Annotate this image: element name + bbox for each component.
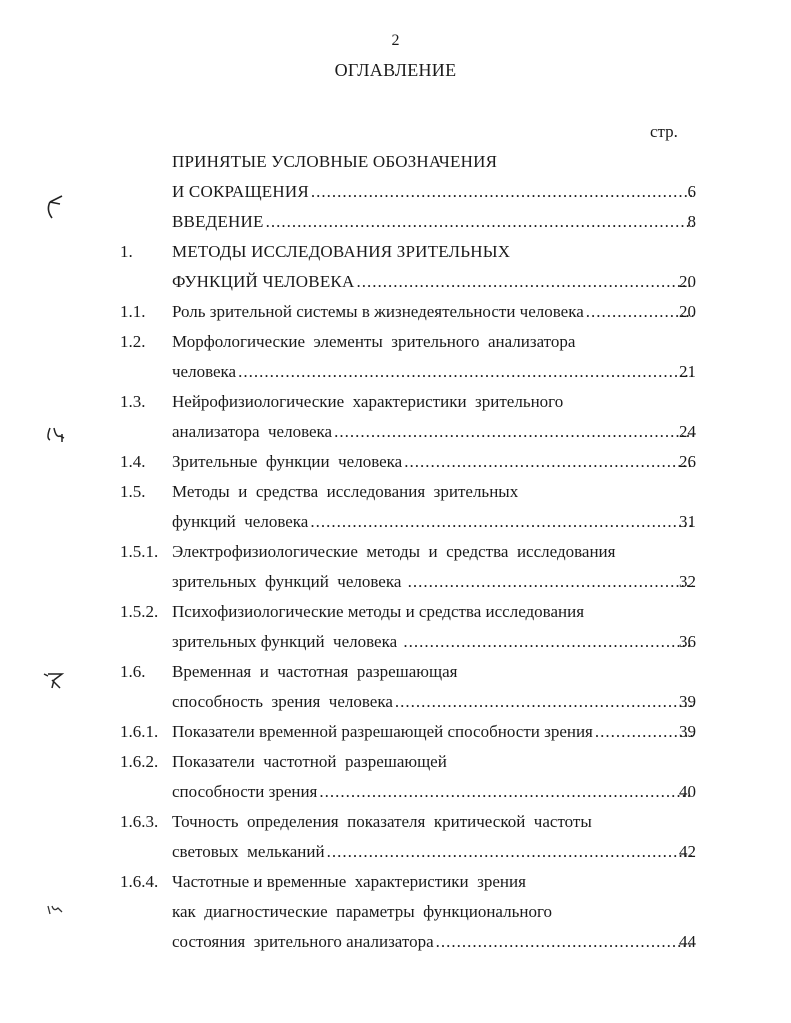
page-reference: 6 [687, 182, 696, 201]
toc-entry-line [0, 267, 791, 297]
section-title [172, 267, 695, 297]
toc-entry-line [0, 237, 791, 267]
dot-leader [319, 777, 693, 807]
toc-entry-line [0, 447, 791, 477]
dot-leader [334, 417, 693, 447]
toc-entry-line [0, 597, 791, 627]
toc-entry-line [0, 927, 791, 957]
section-title-text: способность зрения человека [172, 692, 393, 711]
section-title [172, 687, 695, 717]
page-title: ОГЛАВЛЕНИЕ [334, 60, 457, 80]
section-title [172, 507, 695, 537]
section-title-text: Временная и частотная разрешающая [172, 662, 458, 681]
toc-entry-line [0, 717, 791, 747]
section-title [172, 897, 695, 927]
section-number: 1.6.3. [120, 812, 159, 831]
section-title [172, 867, 695, 897]
dot-leader [238, 357, 693, 387]
handwritten-margin-mark [40, 668, 66, 692]
section-title-text: Морфологические элементы зрительного анализатора [172, 332, 576, 351]
toc-entry-line [0, 207, 791, 237]
toc-entry-line [0, 867, 791, 897]
page-reference: 20 [679, 272, 696, 291]
section-number: 1.3. [120, 392, 146, 411]
section-title-text: способности зрения [172, 782, 318, 801]
toc-entry-line [0, 297, 791, 327]
section-title [172, 627, 695, 657]
section-title [172, 597, 695, 627]
section-title-text: Роль зрительной системы в жизнедеятельности человека [172, 302, 584, 321]
dot-leader [436, 927, 693, 957]
section-title-text: световых мельканий [172, 842, 325, 861]
toc-entry-line [0, 537, 791, 567]
section-title [172, 387, 695, 417]
section-title [172, 147, 695, 177]
section-title [172, 477, 695, 507]
section-title-text: ПРИНЯТЫЕ УСЛОВНЫЕ ОБОЗНАЧЕНИЯ [172, 152, 498, 171]
dot-leader [404, 447, 693, 477]
section-number: 1.5.1. [120, 542, 159, 561]
section-title [172, 777, 695, 807]
section-title-text: Электрофизиологические методы и средства исследования [172, 542, 616, 561]
page-column-label: стр. [650, 122, 678, 141]
dot-leader [327, 837, 693, 867]
section-title [172, 357, 695, 387]
section-title-text: функций человека [172, 512, 309, 531]
toc-entry-line [0, 147, 791, 177]
page-reference: 20 [679, 302, 696, 321]
section-title [172, 837, 695, 867]
section-title-text: Показатели временной разрешающей способности зрения [172, 722, 593, 741]
section-number: 1. [120, 242, 133, 261]
section-title-text: Показатели частотной разрешающей [172, 752, 447, 771]
section-title-text: человека [172, 362, 237, 381]
toc-entry-line [0, 747, 791, 777]
dot-leader [408, 567, 693, 597]
section-title-text: Точность определения показателя критической частоты [172, 812, 592, 831]
toc-entry-line [0, 327, 791, 357]
page-reference: 39 [679, 692, 696, 711]
section-number: 1.1. [120, 302, 146, 321]
handwritten-margin-mark [44, 900, 66, 918]
dot-leader [310, 507, 693, 537]
page-reference: 26 [679, 452, 696, 471]
section-title-text: зрительных функций человека [172, 572, 406, 591]
section-title-text: Зрительные функции человека [172, 452, 403, 471]
toc-entry-line [0, 777, 791, 807]
page-reference: 40 [679, 782, 696, 801]
toc-entry-line [0, 807, 791, 837]
section-title-text: как диагностические параметры функционального [172, 902, 553, 921]
dot-leader [356, 267, 693, 297]
section-title-text: ФУНКЦИЙ ЧЕЛОВЕКА [172, 272, 355, 291]
section-title [172, 417, 695, 447]
section-number: 1.4. [120, 452, 146, 471]
page-reference: 39 [679, 722, 696, 741]
table-of-contents [0, 147, 791, 957]
section-title-text: Методы и средства исследования зрительных [172, 482, 519, 501]
toc-entry-line [0, 657, 791, 687]
section-title-text: Психофизиологические методы и средства исследования [172, 602, 585, 621]
page-reference: 24 [679, 422, 696, 441]
section-number: 1.5.2. [120, 602, 159, 621]
toc-entry-line [0, 837, 791, 867]
page-reference: 36 [679, 632, 696, 651]
section-title-text: Частотные и временные характеристики зрения [172, 872, 526, 891]
section-number: 1.6.4. [120, 872, 159, 891]
toc-entry-line [0, 567, 791, 597]
section-title [172, 177, 695, 207]
section-title [172, 657, 695, 687]
toc-entry-line [0, 417, 791, 447]
section-title [172, 567, 695, 597]
handwritten-margin-mark [42, 192, 68, 222]
section-title [172, 237, 695, 267]
section-title [172, 207, 695, 237]
section-title [172, 747, 695, 777]
section-title-text: зрительных функций человека [172, 632, 402, 651]
section-title [172, 807, 695, 837]
dot-leader [266, 207, 693, 237]
toc-entry-line [0, 687, 791, 717]
dot-leader [395, 687, 693, 717]
section-title-text: И СОКРАЩЕНИЯ [172, 182, 309, 201]
section-title [172, 327, 695, 357]
toc-entry-line [0, 477, 791, 507]
handwritten-margin-mark [44, 424, 70, 444]
toc-entry-line [0, 897, 791, 927]
page-reference: 32 [679, 572, 696, 591]
page-number: 2 [391, 32, 400, 49]
toc-entry-line [0, 627, 791, 657]
section-title [172, 537, 695, 567]
section-title-text: Нейрофизиологические характеристики зрительного [172, 392, 564, 411]
toc-entry-line [0, 177, 791, 207]
toc-entry-line [0, 507, 791, 537]
section-number: 1.6. [120, 662, 146, 681]
section-title-text: МЕТОДЫ ИССЛЕДОВАНИЯ ЗРИТЕЛЬНЫХ [172, 242, 511, 261]
page-reference: 8 [687, 212, 696, 231]
section-number: 1.5. [120, 482, 146, 501]
page-reference: 42 [679, 842, 696, 861]
section-title [172, 297, 695, 327]
toc-entry-line [0, 387, 791, 417]
section-title [172, 717, 695, 747]
page-reference: 44 [679, 932, 696, 951]
section-title [172, 927, 695, 957]
section-number: 1.6.2. [120, 752, 159, 771]
dot-leader [311, 177, 693, 207]
section-number: 1.6.1. [120, 722, 159, 741]
section-title [172, 447, 695, 477]
section-title-text: ВВЕДЕНИЕ [172, 212, 264, 231]
section-title-text: состояния зрительного анализатора [172, 932, 434, 951]
page-reference: 21 [679, 362, 696, 381]
toc-entry-line [0, 357, 791, 387]
section-number: 1.2. [120, 332, 146, 351]
section-title-text: анализатора человека [172, 422, 333, 441]
dot-leader [403, 627, 693, 657]
page-reference: 31 [679, 512, 696, 531]
